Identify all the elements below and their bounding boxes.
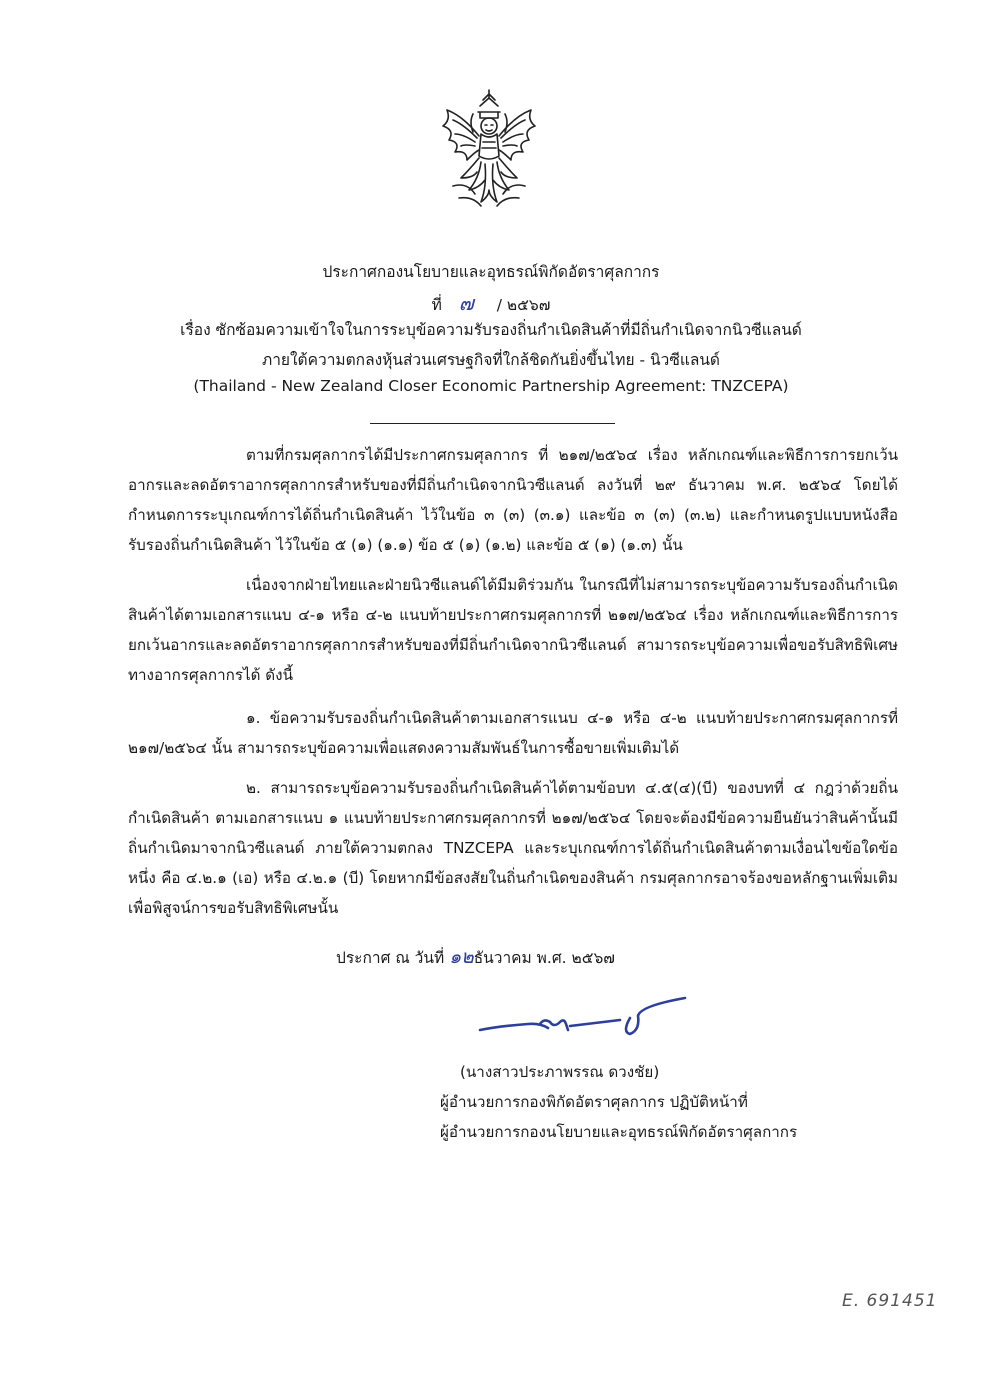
paragraph-3-text: ๑. ข้อความรับรองถิ่นกำเนิดสินค้าตามเอกสารแนบ ๔-๑ หรือ ๔-๒ แนบท้ายประกาศกรมศุลกากรที่ ๒๑๗/๒๕๖๔ นั้น สามารถระบุข้อความเพื่อแสดงความสัมพันธ์ในการซื้อขายเพิ่มเติมได้ — [128, 709, 898, 757]
date-prefix: ประกาศ ณ วันที่ — [336, 949, 445, 967]
paragraph-1 — [128, 440, 898, 560]
signatory-position-2: ผู้อำนวยการกองนโยบายและอุทธรณ์พิกัดอัตราศุลกากร — [440, 1123, 798, 1141]
number-handwritten: ๗ — [458, 291, 474, 315]
paragraph-1-text: ตามที่กรมศุลกากรได้มีประกาศกรมศุลกากร ที่ ๒๑๗/๒๕๖๔ เรื่อง หลักเกณฑ์และพิธีการการยกเว้นอากรและลดอัตราอากรศุลกากรสำหรับของที่มีถิ่นกำเนิดจากนิวซีแลนด์ ลงวันที่ ๒๙ ธันวาคม พ.ศ. ๒๕๖๔ โดยได้กำหนดการระบุเกณฑ์การได้ถิ่นกำเนิดสินค้า ไว้ในข้อ ๓ (๓) (๓.๑) และข้อ ๓ (๓) (๓.๒) และกำหนดรูปแบบหนังสือรับรองถิ่นกำเนิดสินค้า ไว้ในข้อ ๕ (๑) (๑.๑) ข้อ ๕ (๑) (๑.๒) และข้อ ๕ (๑) (๑.๓) นั้น — [128, 446, 898, 554]
garuda-emblem-icon — [433, 86, 545, 211]
paragraph-4 — [128, 773, 898, 923]
issuer-title: ประกาศกองนโยบายและอุทธรณ์พิกัดอัตราศุลกากร — [322, 263, 660, 281]
date-suffix: ธันวาคม พ.ศ. ๒๕๖๗ — [473, 949, 615, 967]
subject-line-2: ภายใต้ความตกลงหุ้นส่วนเศรษฐกิจที่ใกล้ชิดกันยิ่งขึ้นไทย - นิวซีแลนด์ — [261, 351, 720, 369]
handwritten-signature-icon — [470, 990, 690, 1045]
signatory-name: (นางสาวประภาพรรณ ดวงชัย) — [460, 1063, 660, 1081]
paragraph-2 — [128, 570, 898, 690]
signatory-block — [440, 1057, 820, 1147]
announcement-number — [0, 287, 982, 319]
document-number: E. 691451 — [842, 1291, 938, 1311]
number-year: / ๒๕๖๗ — [496, 296, 551, 314]
signatory-position-1: ผู้อำนวยการกองพิกัดอัตราศุลกากร ปฏิบัติหน้าที่ — [440, 1093, 748, 1111]
paragraph-2-text: เนื่องจากฝ่ายไทยและฝ่ายนิวซีแลนด์ได้มีมติร่วมกัน ในกรณีที่ไม่สามารถระบุข้อความรับรองถิ่นกำเนิดสินค้าได้ตามเอกสารแนบ ๔-๑ หรือ ๔-๒ แนบท้ายประกาศกรมศุลกากรที่ ๒๑๗/๒๕๖๔ เรื่อง หลักเกณฑ์และพิธีการการยกเว้นอากรและลดอัตราอากรศุลกากรสำหรับของที่มีถิ่นกำเนิดจากนิวซีแลนด์ สามารถระบุข้อความเพื่อขอรับสิทธิพิเศษทางอากรศุลกากรได้ ดังนี้ — [128, 576, 898, 684]
header-divider — [370, 423, 615, 424]
subject-line-3: (Thailand - New Zealand Closer Economic Partnership Agreement: TNZCEPA) — [193, 377, 789, 395]
date-day-handwritten: ๑๒ — [449, 946, 474, 968]
announcement-date — [336, 942, 615, 972]
paragraph-4-text: ๒. สามารถระบุข้อความรับรองถิ่นกำเนิดสินค้าได้ตามข้อบท ๔.๕(๔)(บี) ของบทที่ ๔ กฎว่าด้วยถิ่นกำเนิดสินค้า ตามเอกสารแนบ ๑ แนบท้ายประกาศกรมศุลกากรที่ ๒๑๗/๒๕๖๔ โดยจะต้องมีข้อความยืนยันว่าสินค้านั้นมีถิ่นกำเนิดมาจากนิวซีแลนด์ ภายใต้ความตกลง TNZCEPA และระบุเกณฑ์การได้ถิ่นกำเนิดสินค้าตามเงื่อนไขข้อใดข้อหนึ่ง คือ ๔.๒.๑ (เอ) หรือ ๔.๒.๑ (บี) โดยหากมีข้อสงสัยในถิ่นกำเนิดของสินค้า กรมศุลกากรอาจร้องขอหลักฐานเพิ่มเติมเพื่อพิสูจน์การขอรับสิทธิพิเศษนั้น — [128, 779, 898, 917]
paragraph-3 — [128, 703, 898, 763]
subject-line-1: เรื่อง ซักซ้อมความเข้าใจในการระบุข้อความรับรองถิ่นกำเนิดสินค้าที่มีถิ่นกำเนิดจากนิวซีแลนด์ — [180, 321, 802, 339]
number-prefix: ที่ — [431, 296, 442, 314]
